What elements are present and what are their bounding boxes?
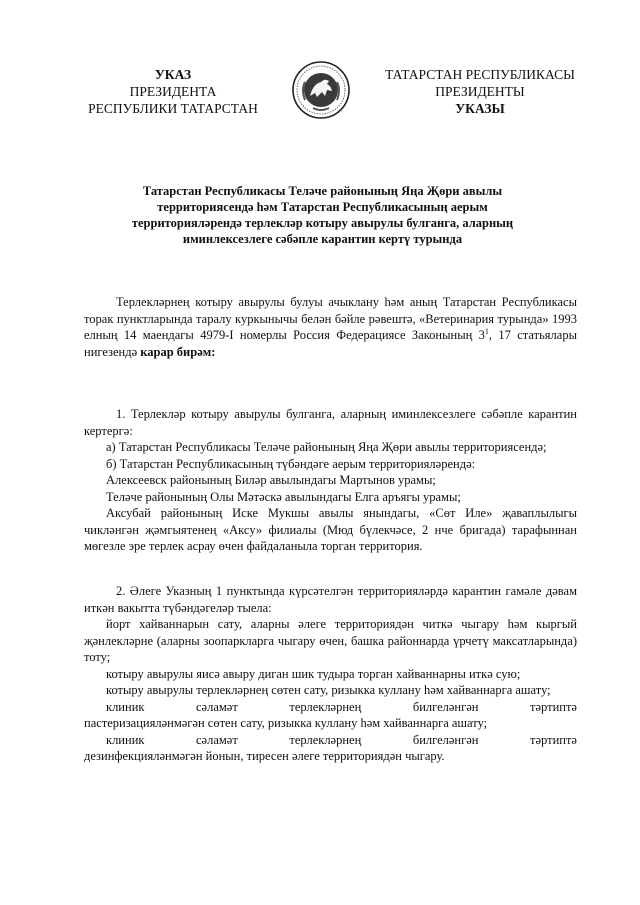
title-line-2: территориясендә һәм Татарстан Республикасының аерым — [157, 200, 488, 214]
word: сәламәт — [196, 699, 238, 714]
section-1 — [84, 406, 577, 555]
section-2-intro: 2. Әлеге Указның 1 пунктында күрсәтелгән территорияләрдә карантин гамәле дәвам иткән вакытта түбәндәгеләр тыела: — [84, 584, 577, 615]
section-2-item-4-first-line — [84, 699, 577, 716]
word: тәртиптә — [530, 699, 577, 714]
coat-of-arms-icon — [291, 60, 351, 120]
section-2 — [84, 583, 577, 765]
document-header — [0, 66, 640, 146]
section-1-item-b2: Теләче районының Олы Мәтәскә авылындагы Елга аръягы урамы; — [106, 489, 461, 504]
section-2-item-5-first-line — [84, 732, 577, 749]
preamble-text: Терлекләрнең котыру авырулы булуы ачыклану һәм аның Татарстан Республикасы торак пунктларында таралу куркынычы белән бәйле рәвештә, «Ветеринария турында» 1993 елның 14 маендагы 4979-I номерлы Россия Федерациясе Законының 3 — [84, 295, 577, 342]
section-2-item-4-rest: пастеризацияләнмәгән сөтен сату, ризыкка куллану һәм хайваннарга ашату; — [84, 716, 488, 730]
section-2-item-3: котыру авырулы терлекләрнең сөтен сату, ризыкка куллану һәм хайваннарга ашату; — [106, 683, 551, 697]
title-line-3: территорияләрендә терлекләр котыру авырулы булганга, аларның — [131, 216, 514, 230]
header-right-line-2: ПРЕЗИДЕНТЫ — [435, 84, 525, 99]
title-line-4: иминлексезлеге сәбәпле карантин кертү турында — [182, 232, 463, 246]
document-title — [90, 183, 555, 247]
word: тәртиптә — [530, 732, 577, 747]
section-2-item-1: йорт хайваннарын сату, аларны әлеге территориядән читкә чыгару һәм кыргый җәнлекләрне (аларны зоопаркларга чыгару өчен, башка районнарда үрчетү максатларында) тоту; — [84, 617, 577, 664]
title-line-1: Татарстан Республикасы Теләче районының Яңа Җөри авылы — [142, 184, 503, 198]
word: клиник — [106, 699, 145, 714]
header-left-line-2: ПРЕЗИДЕНТА — [129, 84, 217, 99]
word: терлекләрнең — [289, 732, 362, 747]
word: терлекләрнең — [289, 699, 362, 714]
header-right-line-3: УКАЗЫ — [455, 101, 505, 116]
preamble-articles: , 17 статьялары нигезендә — [84, 328, 577, 359]
word: клиник — [106, 732, 145, 747]
header-left-line-1: УКАЗ — [154, 67, 192, 82]
header-left-line-3: РЕСПУБЛИКИ ТАТАРСТАН — [88, 101, 258, 116]
word: билгеләнгән — [412, 732, 479, 747]
section-2-item-2: котыру авырулы яисә авыру диган шик тудыра торган хайваннарны иткә сую; — [106, 666, 521, 681]
preamble — [84, 294, 577, 360]
section-1-intro: 1. Терлекләр котыру авырулы булганга, аларның иминлексезлеге сәбәпле карантин кертергә: — [84, 407, 577, 438]
header-russian — [78, 66, 268, 117]
section-1-item-b3: Аксубай районының Иске Мукшы авылы янындагы, «Сөт Иле» җаваплылыгы чикләнгән җәмгыятенең «Аксу» филиалы (Мюд бүлекчәсе, 2 нче бригада) тарафыннан мөгезле эре терлек асрау өчен файдаланыла торган территория. — [84, 506, 577, 553]
section-1-item-b1: Алексеевск районының Биләр авылындагы Мартынов урамы; — [106, 473, 436, 487]
word: сәламәт — [196, 732, 238, 747]
header-tatar — [365, 66, 595, 117]
header-right-line-1: ТАТАРСТАН РЕСПУБЛИКАСЫ — [385, 67, 575, 82]
preamble-superscript: 1 — [484, 326, 489, 336]
section-1-item-b: б) Татарстан Республикасының түбәндәге аерым территорияләрендә: — [106, 456, 476, 471]
section-2-item-5-rest: дезинфекцияләнмәгән йонын, тиресен әлеге территориядән чыгару. — [84, 749, 445, 763]
word: билгеләнгән — [412, 699, 479, 714]
decree-statement: карар бирәм: — [140, 344, 216, 359]
section-1-item-a: а) Татарстан Республикасы Теләче районының Яңа Җөри авылы территориясендә; — [106, 440, 547, 454]
